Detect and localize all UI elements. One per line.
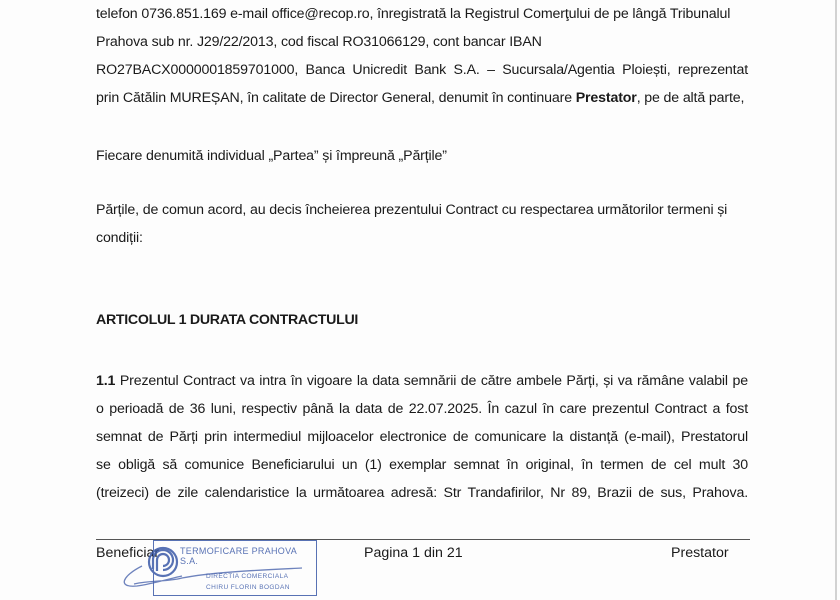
agreement-line-1: Părțile, de comun acord, au decis încheierea prezentului Contract cu respectarea următorilor termeni și	[96, 202, 728, 218]
clause-line-4: se obligă să comunice Beneficiarului un (1) exemplar semnat în original, în termen de cel mult 30	[96, 457, 748, 473]
footer-beneficiar-label: Beneficiar	[96, 545, 160, 561]
clause-number: 1.1	[96, 373, 116, 389]
word: cont	[432, 34, 460, 50]
clause-line-5: (treizeci) de zile calendaristice la următoarea adresă: Str Trandafirilor, Nr 89, Brazii de sus, Prahova.	[96, 485, 748, 501]
intro-line-4	[96, 84, 748, 112]
article-1-clause-1-1	[96, 367, 748, 507]
clause-line-1	[96, 367, 748, 395]
footer-prestator-label: Prestator	[671, 545, 729, 561]
intro-line-1: telefon 0736.851.169 e-mail office@recop.ro, înregistrată la Registrul Comerţului de pe lângă Tribunalul	[96, 6, 731, 22]
word: fiscal RO31066129,	[307, 34, 430, 50]
text: Prezentul Contract va intra în vigoare la data semnării de către ambele Părți, și va rămâne valabil pe	[115, 373, 748, 389]
stamp-signatory: CHIRU FLORIN BOGDAN	[206, 584, 290, 591]
word: sub	[151, 34, 175, 50]
stamp-title: TERMOFICARE PRAHOVA S.A.	[180, 546, 297, 566]
handwritten-signature	[112, 556, 312, 596]
stamp-department: DIRECTIA COMERCIALA	[206, 573, 289, 580]
intro-paragraph	[96, 0, 748, 112]
word: nr. J29/22/2013,	[177, 34, 278, 50]
word: Prahova	[96, 34, 148, 50]
word: IBAN	[509, 34, 542, 50]
page-indicator: Pagina 1 din 21	[364, 545, 463, 561]
text: , pe de altă parte,	[636, 90, 745, 106]
text: prin Cătălin MUREȘAN, în calitate de Director General, denumit în continuare	[96, 90, 576, 106]
agreement-paragraph	[96, 196, 748, 252]
clause-line-3: semnat de Părți prin intermediul mijloacelor electronice de comunicare la distanță (e-mail), Prestatorul	[96, 429, 748, 445]
agreement-line-2: condiții:	[96, 230, 143, 246]
word: cod	[280, 34, 304, 50]
word: bancar	[462, 34, 506, 50]
prestator-term: Prestator	[575, 90, 637, 106]
scan-edge	[835, 0, 837, 600]
article-1-heading: ARTICOLUL 1 DURATA CONTRACTULUI	[96, 312, 359, 328]
intro-line-3: RO27BACX0000001859701000, Banca Unicredit Bank S.A. – Sucursala/Agentia Ploiești, reprezentat	[96, 62, 748, 78]
parties-definition	[96, 142, 748, 170]
intro-line-2	[96, 28, 748, 56]
clause-line-2: o perioadă de 36 luni, respectiv până la data de 22.07.2025. În cazul în care prezentul Contract a fost	[96, 401, 748, 417]
parties-definition-text: Fiecare denumită individual „Partea” și împreună „Părțile”	[96, 148, 447, 164]
